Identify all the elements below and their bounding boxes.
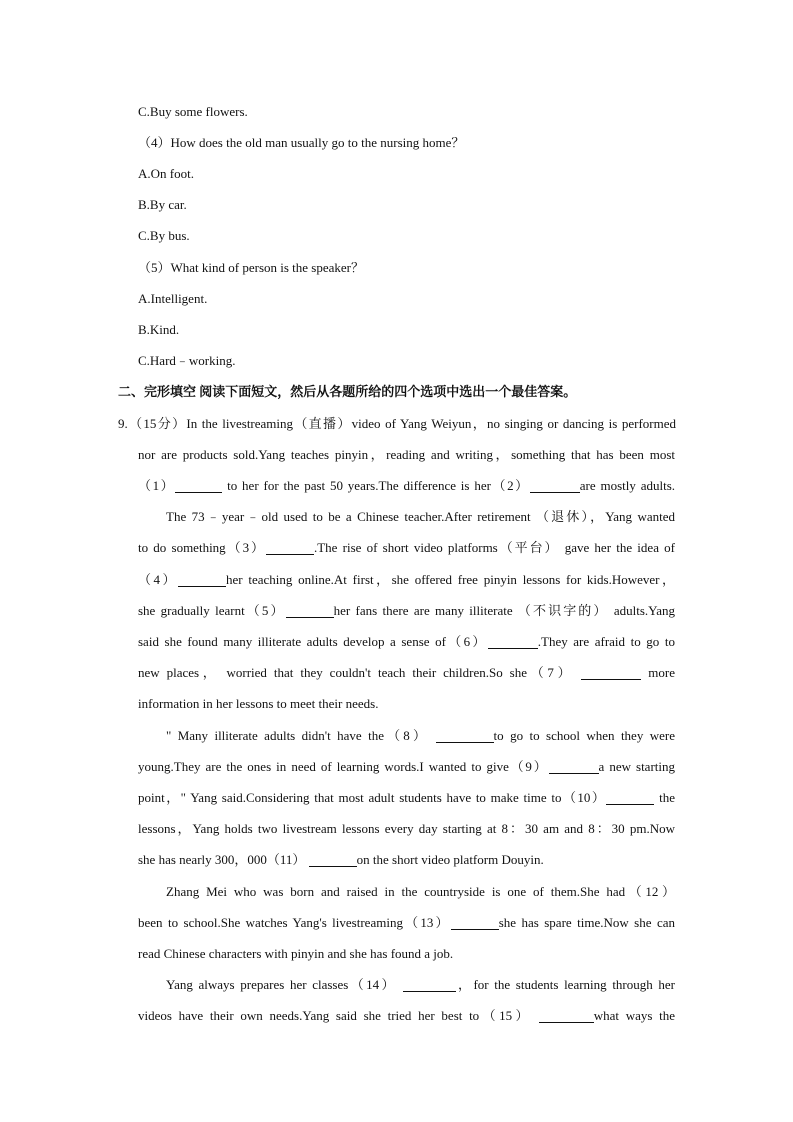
passage-text: on the short video platform Douyin. — [356, 852, 544, 867]
passage-text: a new starting — [598, 759, 676, 774]
passage-line-6 — [138, 570, 675, 590]
answer-blank-14[interactable] — [403, 977, 456, 992]
passage-line-10: information in her lessons to meet their needs. — [138, 696, 379, 711]
passage-text: she gradually learnt（5） — [138, 603, 286, 618]
passage-line-17 — [138, 913, 675, 933]
passage-line-16: Zhang Mei who was born and raised in the countryside is one of them.She had（12） — [166, 884, 675, 899]
answer-blank-15[interactable] — [539, 1008, 594, 1023]
answer-blank-13[interactable] — [451, 915, 499, 930]
passage-line-19 — [166, 975, 675, 995]
answer-blank-10[interactable] — [606, 790, 654, 805]
answer-blank-9[interactable] — [549, 759, 599, 774]
answer-blank-1[interactable] — [175, 478, 222, 493]
answer-blank-7[interactable] — [581, 665, 641, 680]
answer-blank-11[interactable] — [309, 852, 357, 867]
answer-blank-5[interactable] — [286, 603, 334, 618]
passage-text: she has nearly 300，000（11） — [138, 852, 306, 867]
option-q4-b: B.By car. — [138, 197, 187, 212]
passage-line-15 — [138, 850, 675, 870]
passage-line-20 — [138, 1006, 675, 1026]
passage-line-8 — [138, 632, 675, 652]
option-q4-a: A.On foot. — [138, 166, 194, 181]
passage-text: （4） — [138, 572, 179, 587]
passage-line-4: The 73﹣year﹣old used to be a Chinese teacher.After retirement （退休），Yang wanted — [166, 509, 675, 524]
passage-text: are mostly adults. — [579, 478, 676, 493]
passage-text: her teaching online.At first，she offered free pinyin lessons for kids.However， — [226, 572, 675, 587]
passage-line-9 — [138, 663, 675, 683]
passage-line-2: nor are products sold.Yang teaches pinyin，reading and writing，something that has been most — [138, 447, 675, 462]
passage-text: what ways the — [593, 1008, 675, 1023]
passage-text: young.They are the ones in need of learning words.I wanted to give（9） — [138, 759, 549, 774]
passage-line-7 — [138, 601, 675, 621]
question-5: （5）What kind of person is the speaker？ — [138, 260, 365, 275]
passage-text: ，for the students learning through her — [455, 977, 676, 992]
passage-text: .They are afraid to go to — [537, 634, 675, 649]
answer-blank-6[interactable] — [488, 634, 538, 649]
passage-text: to her for the past 50 years.The difference is her（2） — [227, 478, 530, 493]
passage-text: videos have their own needs.Yang said she tried her best to（15） — [138, 1008, 532, 1023]
passage-line-12 — [138, 757, 675, 777]
passage-text: new places， worried that they couldn't teach their children.So she（7） — [138, 665, 575, 680]
passage-text: the — [659, 790, 675, 805]
passage-text: to do something（3） — [138, 540, 266, 555]
passage-text: said she found many illiterate adults develop a sense of（6） — [138, 634, 488, 649]
section-heading: 二、完形填空 阅读下面短文，然后从各题所给的四个选项中选出一个最佳答案。 — [118, 384, 577, 399]
passage-text: Yang always prepares her classes（14） — [166, 977, 397, 992]
passage-line-3 — [138, 476, 675, 496]
passage-text: her fans there are many illiterate （不识字的） adults.Yang — [333, 603, 675, 618]
option-q5-b: B.Kind. — [138, 322, 180, 337]
option-q5-a: A.Intelligent. — [138, 291, 208, 306]
passage-text: .The rise of short video platforms（平台） gave her the idea of — [313, 540, 675, 555]
passage-line-18: read Chinese characters with pinyin and she has found a job. — [138, 946, 454, 961]
passage-text: point，" Yang said.Considering that most adult students have to make time to（10） — [138, 790, 607, 805]
option-q3-c: C.Buy some flowers. — [138, 104, 248, 119]
option-q4-c: C.By bus. — [138, 228, 190, 243]
blank-number: （1） — [138, 478, 176, 493]
passage-text: more — [648, 665, 676, 680]
passage-line-13 — [138, 788, 675, 808]
passage-text: " Many illiterate adults didn't have the（8） — [166, 728, 430, 743]
answer-blank-2[interactable] — [530, 478, 580, 493]
question-4: （4）How does the old man usually go to the nursing home？ — [138, 135, 465, 150]
answer-blank-4[interactable] — [178, 572, 226, 587]
passage-line-5 — [138, 538, 675, 558]
answer-blank-3[interactable] — [266, 540, 314, 555]
answer-blank-8[interactable] — [436, 728, 494, 743]
passage-line-1: 9.（15分）In the livestreaming（直播）video of Yang Weiyun，no singing or dancing is performed — [118, 416, 676, 431]
passage-text: been to school.She watches Yang's livestreaming（13） — [138, 915, 451, 930]
passage-line-14: lessons，Yang holds two livestream lessons every day starting at 8：30 am and 8：30 pm.Now — [138, 821, 675, 836]
option-q5-c: C.Hard﹣working. — [138, 353, 236, 368]
passage-text: she has spare time.Now she can — [498, 915, 675, 930]
passage-text: to go to school when they were — [493, 728, 675, 743]
passage-line-11 — [166, 726, 675, 746]
